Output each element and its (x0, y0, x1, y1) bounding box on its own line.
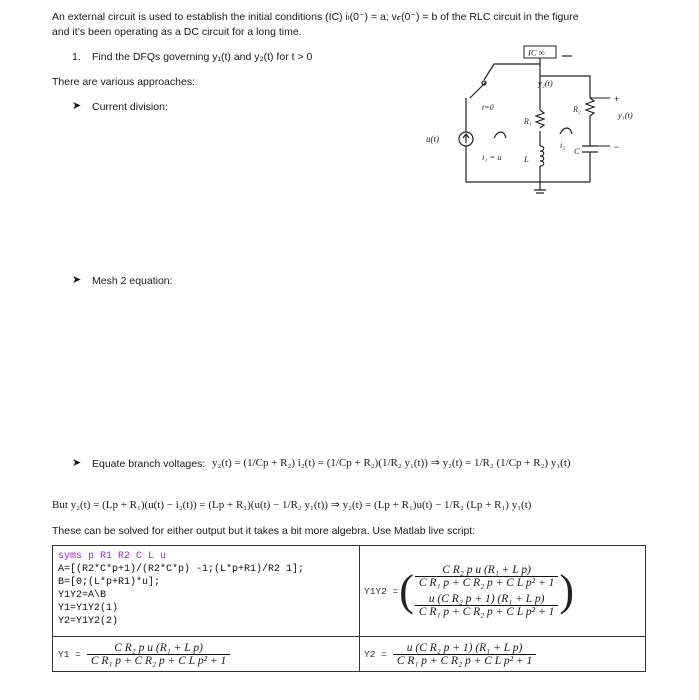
switch-blade (470, 82, 486, 98)
bullet-arrow-icon: ➤ (72, 100, 82, 112)
y1-leads (590, 98, 610, 146)
right-paren: ) (559, 566, 575, 615)
y1y2-bottom-fraction: $\frac{\text{u (C R₂ p + 1) (R₁ + L p)}}{\text{C R₁ p + C R₂ p + C L p² + 1}}$ (415, 593, 558, 618)
code-line-2: A=[(R2*C*p+1)/(R2*C*p) -1;(L*p+R1)/R2 1]; (58, 564, 305, 575)
c-label: C (574, 146, 580, 156)
code-line-4: Y1Y2=A\B (58, 590, 107, 601)
y2-label: Y2 = (364, 648, 387, 660)
y1-minus: − (614, 142, 620, 152)
y1y2-output-cell (360, 546, 646, 637)
intro-line-1: An external circuit is used to establish the initial conditions (IC) iₗ(0⁻) = a; v𝒸(0⁻) = b of the RLC circuit in the figure (52, 11, 579, 23)
switch-label: t=0 (482, 103, 494, 112)
syms-keyword: syms (58, 551, 83, 562)
equate-equation: y₂(t) = (1/Cp + R₂) i₂(t) = (1/Cp + R₂)(1/R₂ y₁(t)) ⇒ y₂(t) = 1/R₂ (1/Cp + R₂) y₁(t) (212, 457, 571, 469)
top-wire (484, 64, 590, 98)
l-label: L (524, 154, 529, 164)
y1y2-label: Y1Y2 = (364, 585, 399, 597)
code-line-5: Y1=Y1Y2(1) (58, 603, 119, 614)
source-label: u(t) (426, 134, 439, 144)
y2-label: y₂(t) (538, 78, 553, 88)
code-line-6: Y2=Y1Y2(2) (58, 616, 119, 627)
y1y2-top-fraction: $\frac{\text{C R₂ p u (R₁ + L p)}}{\text{C R₁ p + C R₂ p + C L p² + 1}}$ (415, 564, 558, 589)
y1-label: Y1 = (58, 648, 81, 660)
y2-output-cell (360, 637, 646, 672)
capacitor (582, 146, 598, 182)
code-line-1 (58, 550, 354, 563)
bullet-mesh2: Mesh 2 equation: (92, 275, 173, 287)
bullet-arrow-icon: ➤ (72, 274, 82, 286)
intro-line-2: and it’s been operating as a DC circuit for a long time. (52, 26, 302, 38)
i1-label: i₁ = u (482, 152, 502, 162)
syms-args: p R1 R2 C L u (82, 551, 167, 562)
task-text: Find the DFQs governing y₁(t) and y₂(t) for t > 0 (92, 51, 313, 63)
source-arrow-icon (463, 134, 469, 143)
approaches-label: There are various approaches: (52, 76, 195, 88)
code-cell (53, 546, 360, 637)
r1-resistor (536, 110, 544, 128)
r2-resistor (586, 98, 594, 146)
task-number: 1. (72, 51, 81, 63)
solve-text: These can be solved for either output but it takes a bit more algebra. Use Matlab live script: (52, 525, 476, 537)
bottom-ground (534, 182, 546, 193)
bullet-arrow-icon: ➤ (72, 457, 82, 469)
y1-output-cell (53, 637, 360, 672)
i2-arrow (560, 128, 572, 134)
matlab-live-script (52, 545, 646, 672)
y1-plus: + (614, 94, 620, 104)
r1-label: R₁ (524, 117, 532, 126)
y1-label: y₁(t) (618, 110, 633, 120)
y1-fraction: $\frac{\text{C R₂ p u (R₁ + L p)}}{\text{C R₁ p + C R₂ p + C L p² + 1}}$ (87, 642, 230, 667)
bullet-equate-prefix: Equate branch voltages: (92, 458, 206, 470)
bullet-current-division: Current division: (92, 101, 168, 113)
ic-label: IC ∞ (528, 47, 545, 58)
code-line-3: B=[0;(L*p+R1)*u]; (58, 577, 161, 588)
left-paren: ( (399, 566, 414, 615)
y2-fraction: $\frac{\text{u (C R₂ p + 1) (R₁ + L p)}}{\text{C R₁ p + C R₂ p + C L p² + 1}}$ (393, 642, 536, 667)
i1-arrow (494, 132, 506, 138)
i2-label: i₂ (560, 140, 566, 150)
r2-label: R₂ (573, 105, 581, 114)
rlc-circuit-figure (420, 42, 660, 202)
but-equation: But y₂(t) = (Lp + R₁)(u(t) − i₂(t)) = (Lp + R₁)(u(t) − 1/R₂ y₁(t)) ⇒ y₂(t) = (Lp + R₁)u(t) − 1/R₂ (Lp + R₁) y₁(t) (52, 499, 532, 511)
inductor (540, 131, 544, 182)
